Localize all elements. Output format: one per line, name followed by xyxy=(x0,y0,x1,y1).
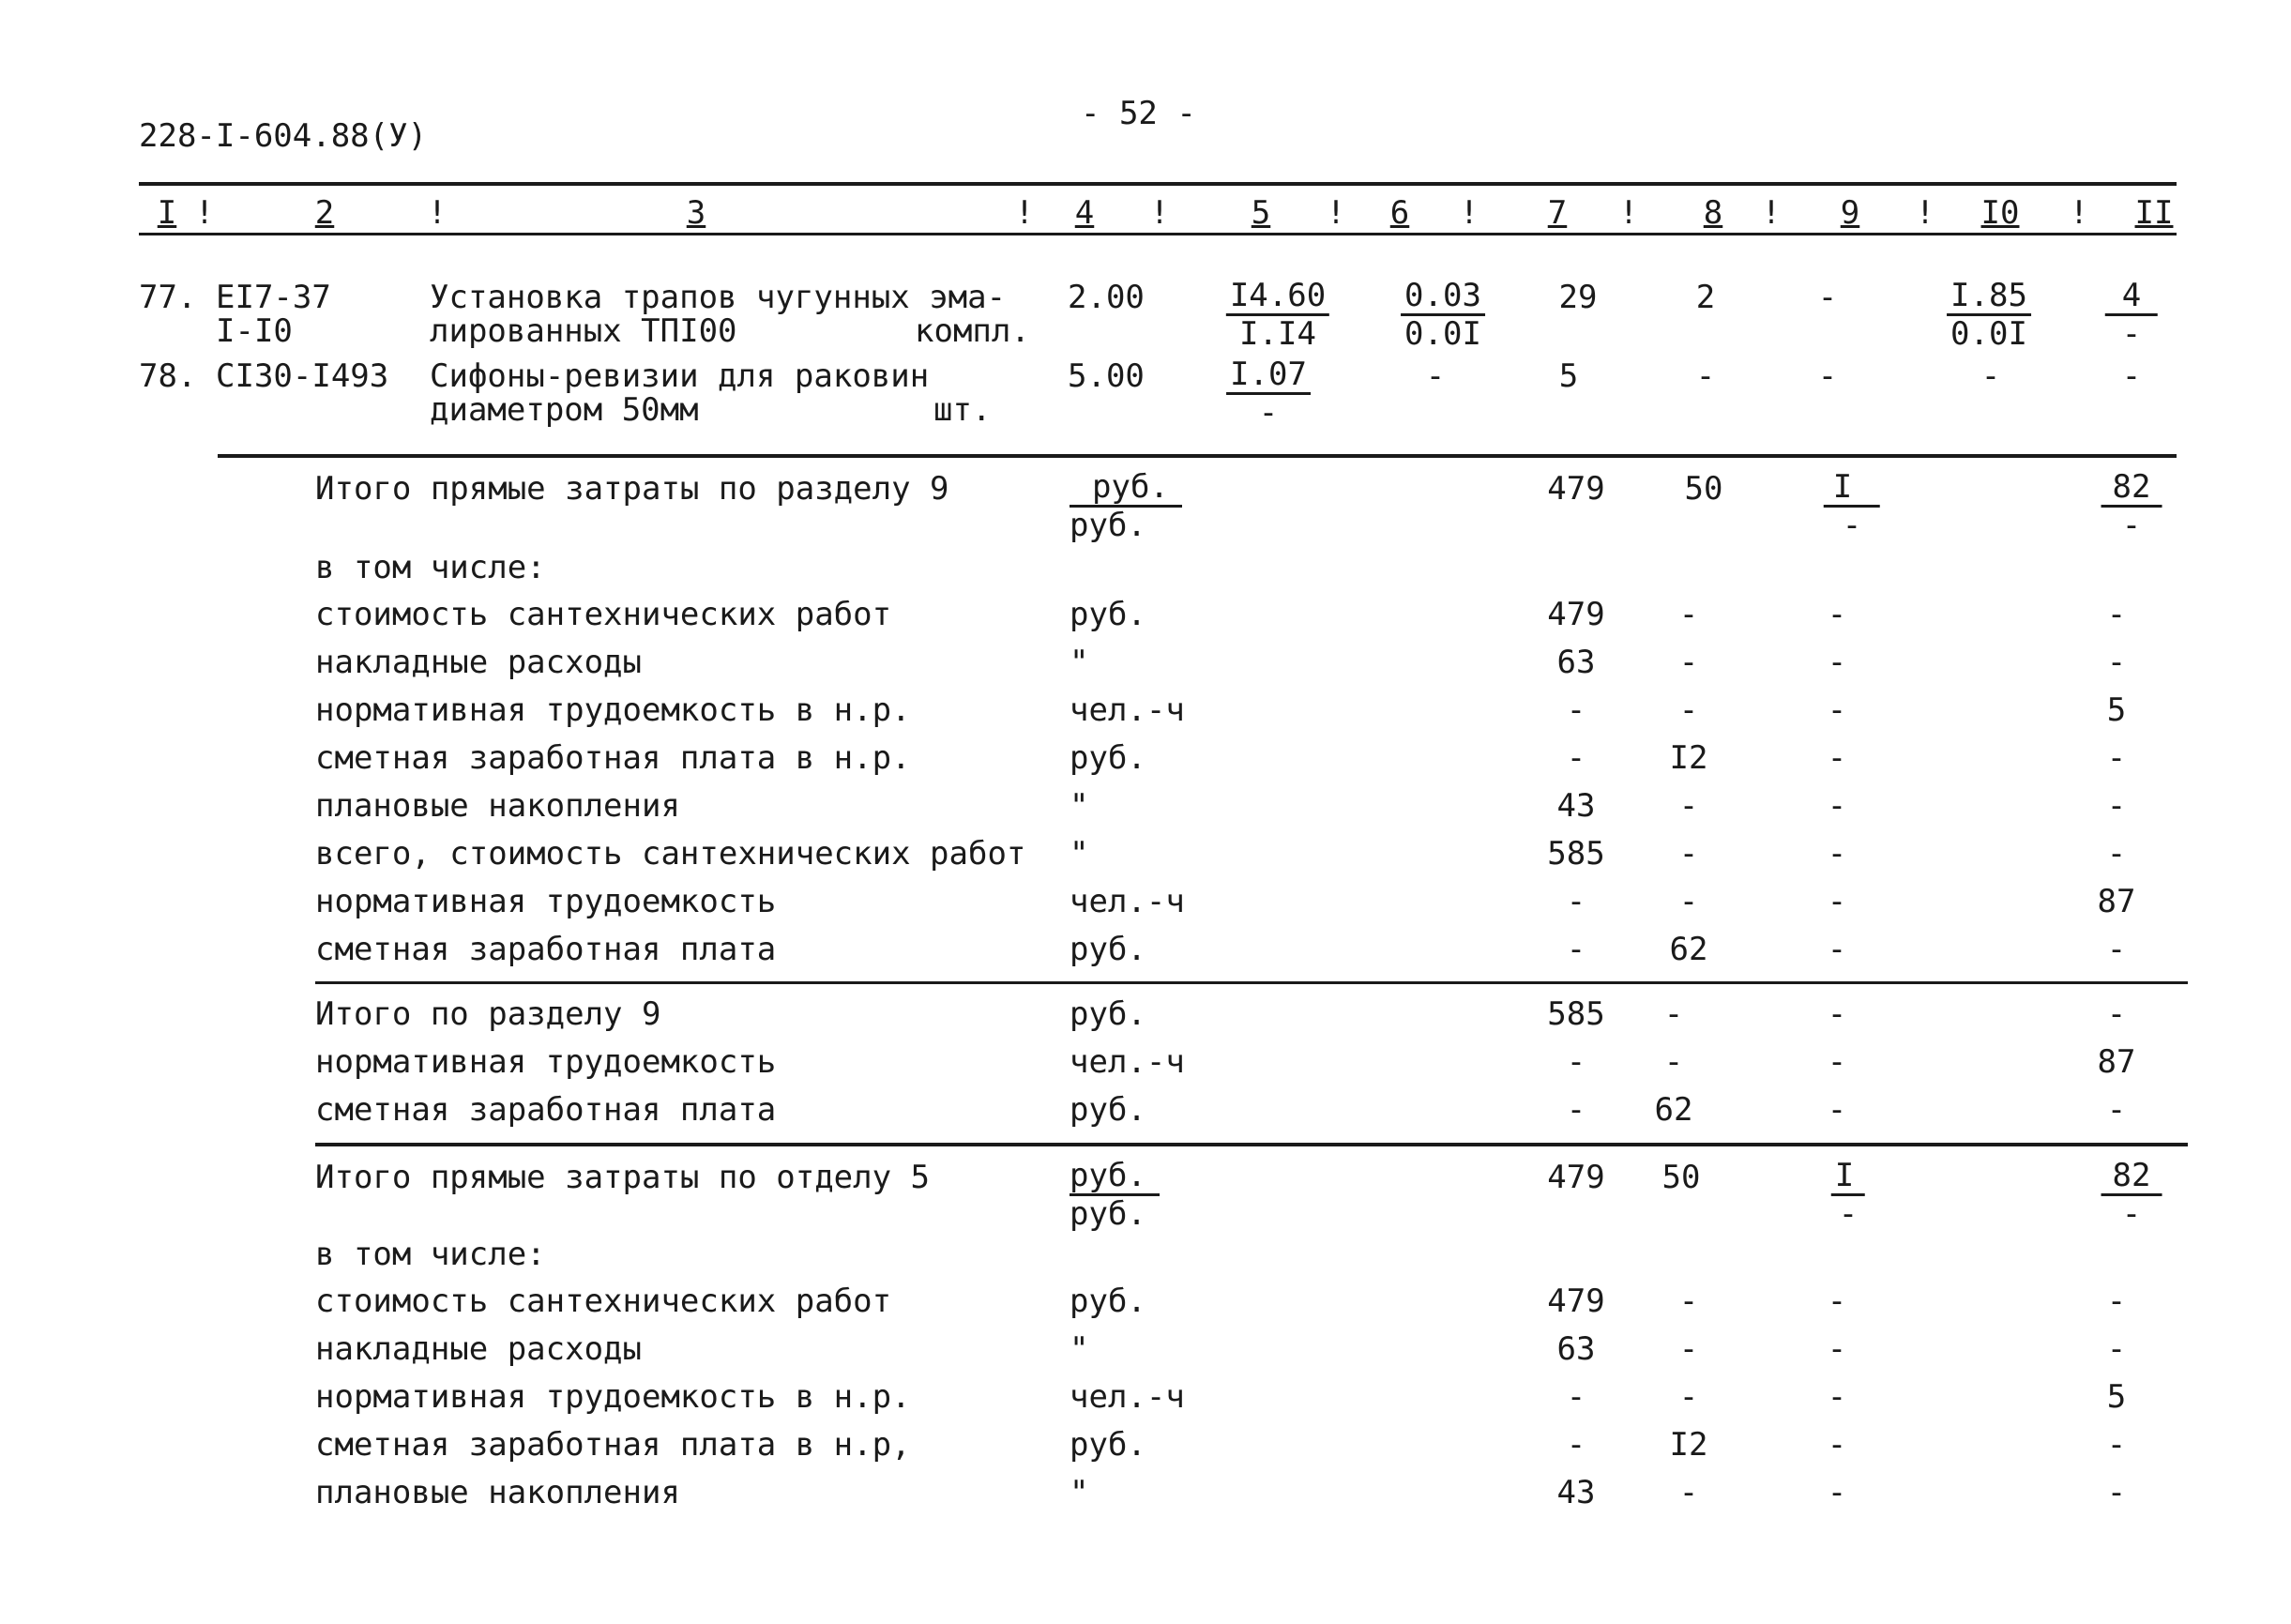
section9-total-row-col11: 87 xyxy=(2097,1043,2136,1081)
column-number-9: 9 xyxy=(1840,194,1860,232)
column-number-1: I xyxy=(157,194,177,232)
section9-direct-col11-fraction: 82 - xyxy=(2101,471,2162,541)
section9-row-label: плановые накопления xyxy=(315,787,680,825)
item-78-description-line2: диаметром 50мм xyxy=(430,391,699,429)
department5-row-col9: - xyxy=(1827,1474,1847,1511)
item-77-code-top: EI7-37 xyxy=(216,279,331,316)
section9-total-row-col9: - xyxy=(1827,1091,1847,1129)
document-code: 228-I-604.88(У) xyxy=(139,117,428,155)
department5-direct-col11-fraction: 82 - xyxy=(2101,1160,2162,1230)
section9-total-row-label: сметная заработная плата xyxy=(315,1091,777,1129)
section9-row-col9: - xyxy=(1827,787,1847,825)
column-header-rule xyxy=(139,233,2177,235)
department5-rule xyxy=(315,1143,2188,1146)
section9-row-label: нормативная трудоемкость xyxy=(315,883,777,920)
column-separator: ! xyxy=(1149,194,1170,232)
department5-row-label: плановые накопления xyxy=(315,1474,680,1511)
column-separator: ! xyxy=(1326,194,1346,232)
item-78-col9: - xyxy=(1817,357,1838,395)
department5-direct-col9-fraction: I - xyxy=(1831,1160,1865,1230)
section9-row-label: всего, стоимость сантехнических работ xyxy=(315,835,1026,873)
section9-row-col7: - xyxy=(1566,691,1586,729)
section9-total-row-col11: - xyxy=(2106,1091,2127,1129)
department5-row-unit: руб. xyxy=(1070,1283,1146,1320)
column-number-8: 8 xyxy=(1703,194,1723,232)
section9-row-col8: I2 xyxy=(1669,739,1708,777)
section9-total-row-unit: руб. xyxy=(1070,1091,1146,1129)
column-separator: ! xyxy=(1459,194,1479,232)
section9-row-col7: 585 xyxy=(1547,835,1605,873)
section9-total-row-col9: - xyxy=(1827,1043,1847,1081)
section9-row-unit: " xyxy=(1070,644,1089,681)
department5-row-col7: - xyxy=(1566,1426,1586,1464)
section9-direct-unit-fraction: руб. руб. xyxy=(1070,471,1182,541)
section9-row-col11: 5 xyxy=(2106,691,2127,729)
section9-direct-label: Итого прямые затраты по разделу 9 xyxy=(315,470,949,508)
section9-total-row-col7: 585 xyxy=(1547,995,1605,1033)
department5-row-col11: - xyxy=(2106,1426,2127,1464)
item-78-col5-fraction: I.07 - xyxy=(1226,358,1311,429)
section9-row-col9: - xyxy=(1827,739,1847,777)
section9-total-row-unit: руб. xyxy=(1070,995,1146,1033)
section9-row-col7: - xyxy=(1566,883,1586,920)
department5-including-label: в том числе: xyxy=(315,1236,546,1273)
section9-row-label: сметная заработная плата xyxy=(315,931,777,968)
department5-row-col8: - xyxy=(1678,1474,1699,1511)
section9-direct-col9-fraction: I - xyxy=(1824,471,1880,541)
section9-row-col11: - xyxy=(2106,596,2127,633)
item-78-unit: шт. xyxy=(933,391,992,429)
section9-row-unit: " xyxy=(1070,787,1089,825)
department5-row-col7: - xyxy=(1566,1378,1586,1416)
section9-row-col7: - xyxy=(1566,739,1586,777)
item-77-unit: компл. xyxy=(915,312,1030,350)
item-78-col10: - xyxy=(1980,357,2001,395)
section9-row-col7: 63 xyxy=(1556,644,1596,681)
department5-row-col11: - xyxy=(2106,1283,2127,1320)
section9-row-col7: - xyxy=(1566,931,1586,968)
item-78-quantity: 5.00 xyxy=(1068,357,1145,395)
item-78-col11: - xyxy=(2121,357,2142,395)
section9-row-col11: - xyxy=(2106,835,2127,873)
department5-direct-label: Итого прямые затраты по отделу 5 xyxy=(315,1159,931,1196)
item-78-number: 78. xyxy=(139,357,197,395)
section9-row-label: сметная заработная плата в н.р. xyxy=(315,739,911,777)
column-number-4: 4 xyxy=(1074,194,1095,232)
page-number: - 52 - xyxy=(1081,95,1196,132)
section9-row-col11: - xyxy=(2106,739,2127,777)
department5-row-unit: чел.-ч xyxy=(1070,1378,1185,1416)
section9-row-col9: - xyxy=(1827,596,1847,633)
item-77-quantity: 2.00 xyxy=(1068,279,1145,316)
section9-row-unit: чел.-ч xyxy=(1070,691,1185,729)
section9-row-col8: - xyxy=(1678,596,1699,633)
section9-row-col8: - xyxy=(1678,691,1699,729)
item-77-col11-fraction: 4 - xyxy=(2105,280,2158,350)
item-77-col8: 2 xyxy=(1695,279,1716,316)
item-77-col9: - xyxy=(1817,279,1838,316)
section9-rule xyxy=(315,981,2188,984)
department5-row-label: стоимость сантехнических работ xyxy=(315,1283,892,1320)
column-separator: ! xyxy=(2069,194,2089,232)
section9-row-col7: 479 xyxy=(1547,596,1605,633)
section9-row-col9: - xyxy=(1827,835,1847,873)
column-separator: ! xyxy=(1915,194,1935,232)
department5-row-unit: руб. xyxy=(1070,1426,1146,1464)
column-separator: ! xyxy=(1014,194,1035,232)
department5-row-col8: I2 xyxy=(1669,1426,1708,1464)
section9-row-col11: 87 xyxy=(2097,883,2136,920)
column-separator: ! xyxy=(427,194,448,232)
item-77-col7: 29 xyxy=(1558,279,1598,316)
item-78-col6: - xyxy=(1425,357,1446,395)
department5-row-col9: - xyxy=(1827,1283,1847,1320)
department5-row-col7: 43 xyxy=(1556,1474,1596,1511)
item-78-col8: - xyxy=(1695,357,1716,395)
section9-total-row-label: нормативная трудоемкость xyxy=(315,1043,777,1081)
column-number-5: 5 xyxy=(1251,194,1271,232)
section9-row-col11: - xyxy=(2106,931,2127,968)
table-top-rule xyxy=(139,182,2177,186)
section9-row-label: накладные расходы xyxy=(315,644,642,681)
department5-row-col8: - xyxy=(1678,1378,1699,1416)
column-separator: ! xyxy=(1761,194,1782,232)
department5-row-col11: 5 xyxy=(2106,1378,2127,1416)
column-number-7: 7 xyxy=(1547,194,1568,232)
department5-row-col11: - xyxy=(2106,1474,2127,1511)
department5-direct-col7: 479 xyxy=(1547,1159,1605,1196)
section9-total-row-col7: - xyxy=(1566,1091,1586,1129)
section9-direct-col7: 479 xyxy=(1547,470,1605,508)
section9-row-col7: 43 xyxy=(1556,787,1596,825)
department5-row-col7: 479 xyxy=(1547,1283,1605,1320)
column-number-2: 2 xyxy=(314,194,335,232)
department5-row-col8: - xyxy=(1678,1283,1699,1320)
department5-row-col8: - xyxy=(1678,1330,1699,1368)
items-bottom-rule xyxy=(218,454,2177,458)
section9-total-row-label: Итого по разделу 9 xyxy=(315,995,661,1033)
department5-row-col9: - xyxy=(1827,1378,1847,1416)
department5-row-label: накладные расходы xyxy=(315,1330,642,1368)
department5-row-label: сметная заработная плата в н.р, xyxy=(315,1426,911,1464)
section9-row-label: нормативная трудоемкость в н.р. xyxy=(315,691,911,729)
section9-row-col9: - xyxy=(1827,883,1847,920)
item-77-code-bottom: I-I0 xyxy=(216,312,293,350)
column-separator: ! xyxy=(194,194,215,232)
section9-row-col8: - xyxy=(1678,787,1699,825)
section9-row-unit: " xyxy=(1070,835,1089,873)
section9-total-row-col11: - xyxy=(2106,995,2127,1033)
section9-row-col9: - xyxy=(1827,644,1847,681)
section9-row-unit: руб. xyxy=(1070,931,1146,968)
department5-row-unit: " xyxy=(1070,1474,1089,1511)
item-77-description-line2: лированных ТПI00 xyxy=(430,312,737,350)
department5-direct-col8: 50 xyxy=(1661,1159,1701,1196)
section9-row-col8: 62 xyxy=(1669,931,1708,968)
item-78-col7: 5 xyxy=(1558,357,1579,395)
section9-row-unit: чел.-ч xyxy=(1070,883,1185,920)
section9-total-row-unit: чел.-ч xyxy=(1070,1043,1185,1081)
section9-row-unit: руб. xyxy=(1070,739,1146,777)
item-78-description-line1: Сифоны-ревизии для раковин xyxy=(430,357,930,395)
section9-row-col9: - xyxy=(1827,691,1847,729)
section9-row-col8: - xyxy=(1678,644,1699,681)
section9-direct-col8: 50 xyxy=(1684,470,1723,508)
section9-row-col11: - xyxy=(2106,644,2127,681)
column-number-10: I0 xyxy=(1980,194,2020,232)
column-number-3: 3 xyxy=(686,194,706,232)
section9-row-col11: - xyxy=(2106,787,2127,825)
section9-total-row-col8: 62 xyxy=(1654,1091,1693,1129)
section9-row-unit: руб. xyxy=(1070,596,1146,633)
column-number-6: 6 xyxy=(1389,194,1410,232)
department5-row-col9: - xyxy=(1827,1330,1847,1368)
department5-row-col11: - xyxy=(2106,1330,2127,1368)
item-77-col6-fraction: 0.03 0.0I xyxy=(1401,280,1485,350)
item-77-col10-fraction: I.85 0.0I xyxy=(1947,280,2031,350)
department5-row-col9: - xyxy=(1827,1426,1847,1464)
section9-row-label: стоимость сантехнических работ xyxy=(315,596,892,633)
item-77-col5-fraction: I4.60 I.I4 xyxy=(1226,280,1329,350)
column-separator: ! xyxy=(1618,194,1639,232)
section9-total-row-col9: - xyxy=(1827,995,1847,1033)
section9-row-col8: - xyxy=(1678,835,1699,873)
item-77-description-line1: Установка трапов чугунных эма- xyxy=(430,279,1007,316)
item-78-code: CI30-I493 xyxy=(216,357,389,395)
section9-row-col9: - xyxy=(1827,931,1847,968)
department5-direct-unit-fraction: руб. руб. xyxy=(1070,1160,1160,1230)
department5-row-label: нормативная трудоемкость в н.р. xyxy=(315,1378,911,1416)
section9-row-col8: - xyxy=(1678,883,1699,920)
section9-total-row-col8: - xyxy=(1663,1043,1684,1081)
department5-row-col7: 63 xyxy=(1556,1330,1596,1368)
section9-including-label: в том числе: xyxy=(315,549,546,586)
column-number-11: II xyxy=(2134,194,2174,232)
section9-total-row-col8: - xyxy=(1663,995,1684,1033)
section9-total-row-col7: - xyxy=(1566,1043,1586,1081)
department5-row-unit: " xyxy=(1070,1330,1089,1368)
item-77-number: 77. xyxy=(139,279,197,316)
